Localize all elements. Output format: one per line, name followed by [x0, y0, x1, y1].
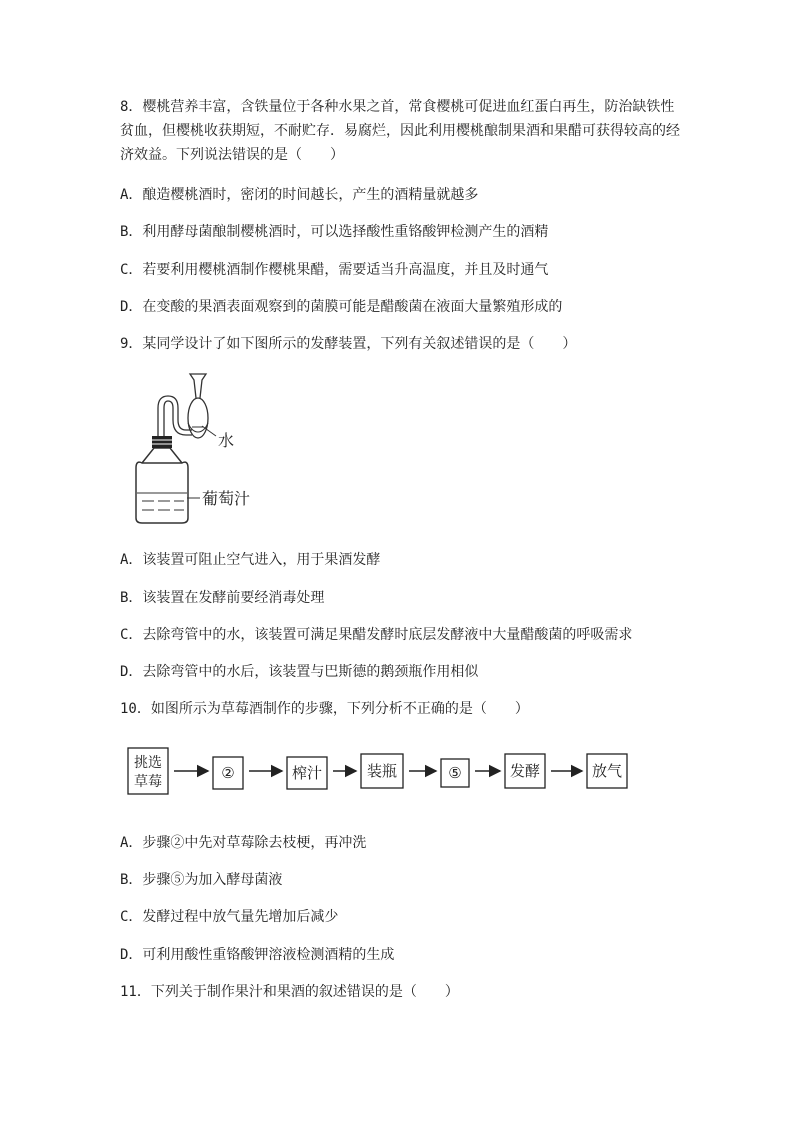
rubber-stopper: [152, 436, 172, 448]
flow-step-label-3: 榨汁: [291, 764, 323, 782]
question-9-option-b: B．该装置在发酵前要经消毒处理: [120, 590, 325, 606]
flow-step-label-7: 放气: [591, 762, 623, 780]
question-8-option-a: A．酿造樱桃酒时，密闭的时间越长，产生的酒精量就越多: [120, 187, 479, 203]
flow-step-label-2: ②: [221, 764, 235, 782]
question-9-option-d: D．去除弯管中的水后，该装置与巴斯德的鹅颈瓶作用相似: [120, 664, 479, 680]
fermentation-apparatus-figure: [120, 368, 270, 528]
strawberry-wine-flowchart: [125, 740, 645, 802]
label-juice: 葡萄汁: [202, 489, 251, 508]
question-11-stem: 11．下列关于制作果汁和果酒的叙述错误的是（ ）: [120, 984, 459, 1000]
question-8-stem: 8．樱桃营养丰富，含铁量位于各种水果之首，常食樱桃可促进血红蛋白再生，防治缺铁性贫血，但樱桃收获期短，不耐贮存．易腐烂，因此利用樱桃酿制果酒和果醋可获得较高的经济效益。下列说法错误的是（ ）: [120, 99, 680, 163]
question-8-option-c: C．若要利用樱桃酒制作樱桃果醋，需要适当升高温度，并且及时通气: [120, 262, 549, 278]
question-10-option-d: D．可利用酸性重铬酸钾溶液检测酒精的生成: [120, 947, 395, 963]
flow-step-label-1-line1: 挑选: [134, 755, 162, 771]
question-9-stem: 9．某同学设计了如下图所示的发酵装置，下列有关叙述错误的是（ ）: [120, 336, 577, 352]
bottle-shoulder: [142, 448, 182, 463]
question-8-option-b: B．利用酵母菌酿制樱桃酒时，可以选择酸性重铬酸钾检测产生的酒精: [120, 224, 549, 240]
question-9-option-c: C．去除弯管中的水，该装置可满足果醋发酵时底层发酵液中大量醋酸菌的呼吸需求: [120, 627, 633, 643]
question-8-option-d: D．在变酸的果酒表面观察到的菌膜可能是醋酸菌在液面大量繁殖形成的: [120, 299, 563, 315]
tube-funnel: [190, 374, 206, 398]
flow-step-label-1-line2: 草莓: [134, 774, 162, 790]
question-10-stem: 10．如图所示为草莓酒制作的步骤，下列分析不正确的是（ ）: [120, 701, 529, 717]
flow-step-label-5: ⑤: [448, 764, 462, 782]
question-10-option-a: A．步骤②中先对草莓除去枝梗，再冲洗: [120, 835, 367, 851]
question-9-option-a: A．该装置可阻止空气进入，用于果酒发酵: [120, 552, 381, 568]
label-water: 水: [218, 431, 235, 450]
question-10-option-b: B．步骤⑤为加入酵母菌液: [120, 872, 283, 888]
flow-step-label-4: 装瓶: [366, 762, 398, 780]
flow-step-label-6: 发酵: [509, 762, 541, 780]
question-10-option-c: C．发酵过程中放气量先增加后减少: [120, 909, 339, 925]
